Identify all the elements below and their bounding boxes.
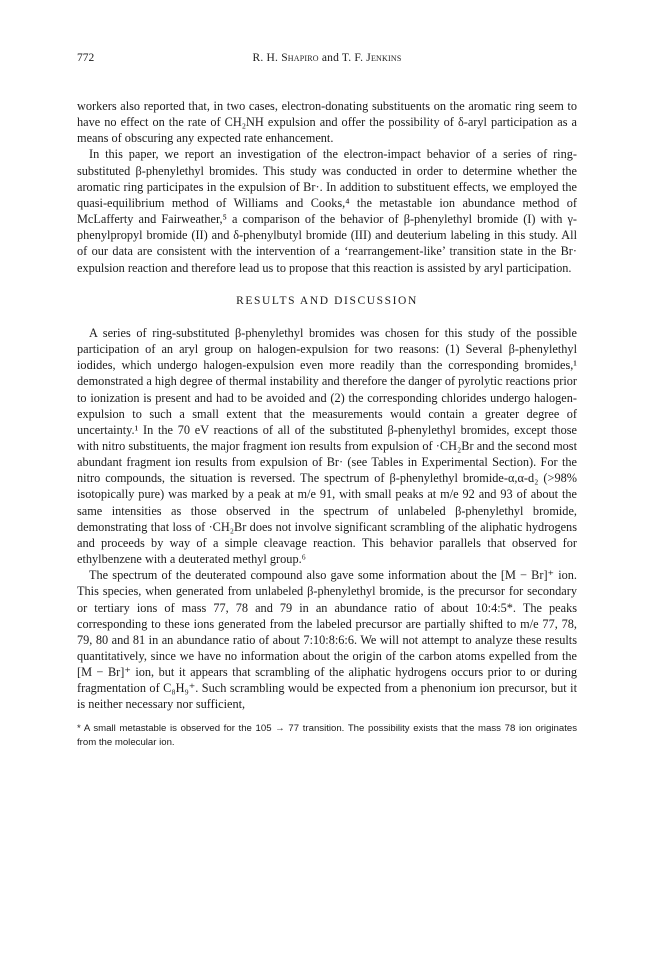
page-number: 772 [77, 52, 95, 64]
author2-surname: Jenkins [366, 52, 402, 64]
authors-join: and T. F. [318, 52, 367, 64]
paragraph-introduction: In this paper, we report an investigation of the electron-impact behavior of a series of ring-substituted β-phenylethyl bromides. This study was conducted in order to determine whether the aromatic ring participates in the expulsion of Br·. In addition to substituent effects, we employed the quasi-equilibrium method of Williams and Cooks,⁴ the metastable ion abundance method of McLafferty and Fairweather,⁵ a comparison of the behavior of β-phenylethyl bromide (I) with γ-phenylpropyl bromide (II) and δ-phenylbutyl bromide (III) and deuterium labeling in this study. All of our data are consistent with the intervention of a ‘rearrangement-like’ transition state in the Br· expulsion reaction and therefore lead us to propose that this reaction is assisted by aryl participation. [77, 147, 577, 275]
page [77, 52, 577, 750]
footnote: * A small metastable is observed for the 105 → 77 transition. The possibility exists that the mass 78 ion originates from the molecular ion. [77, 722, 577, 748]
paragraph-results-1: A series of ring-substituted β-phenylethyl bromides was chosen for this study of the possible participation of an aryl group on halogen-expulsion for two reasons: (1) Several β-phenylethyl iodides, which undergo halogen-expulsion even more readily than the corresponding bromides,¹ demonstrated a high degree of thermal instability and therefore the danger of pyrolytic reactions prior to ionization is present and had to be avoided and (2) the corresponding chlorides undergo halogen-expulsion to such a small extent that the measurements would contain a greater degree of uncertainty.¹ In the 70 eV reactions of all of the substituted β-phenylethyl bromides, except those with nitro substituents, the major fragment ion results from expulsion of ·CH₂Br and the second most abundant fragment ion results from expulsion of Br· (see Tables in Experimental Section). For the nitro compounds, the situation is reversed. The spectrum of β-phenylethyl bromide-α,α-d₂ (>98% isotopically pure) was marked by a peak at m/e 91, with small peaks at m/e 92 and 93 of about the same intensities as those observed in the spectrum of unlabeled β-phenylethyl bromide, demonstrating that loss of ·CH₂Br does not involve significant scrambling of the aliphatic hydrogens and proceeds by way of a simple cleavage reaction. This behavior parallels that observed for ethylbenzene with a deuterated methyl group.⁶ [77, 325, 577, 567]
paragraph-continued: workers also reported that, in two cases, electron-donating substituents on the aromatic ring seem to have no effect on the rate of CH₂NH expulsion and offer the possibility of δ-aryl participation as a means of obscuring any expected rate enhancement. [77, 99, 577, 146]
running-head [77, 52, 577, 64]
author1-surname: Shapiro [281, 52, 319, 64]
section-heading: RESULTS AND DISCUSSION [236, 294, 418, 307]
page-header [77, 52, 577, 74]
body-text [77, 98, 577, 713]
paragraph-results-2: The spectrum of the deuterated compound also gave some information about the [M − Br]⁺ ion. This species, when generated from unlabeled β-phenylethyl bromide, is the precursor for secondary or tertiary ions of mass 77, 78 and 79 in an abundance ratio of about 10:4:5*. The peaks corresponding to these ions generated from the labeled precursor are partially shifted to m/e 77, 78, 79, 80 and 81 in an abundance ratio of about 7:10:8:6:6. We will not attempt to analyze these results quantitatively, since we have no information about the origin of the carbon atoms expelled from the [M − Br]⁺ ion, but it appears that scrambling of the aliphatic hydrogens occurs prior to or during fragmentation of C₈H₉⁺. Such scrambling would be expected from a phenonium ion precursor, but it is neither necessary nor sufficient, [77, 568, 577, 712]
authors-prefix: R. H. [252, 52, 282, 64]
